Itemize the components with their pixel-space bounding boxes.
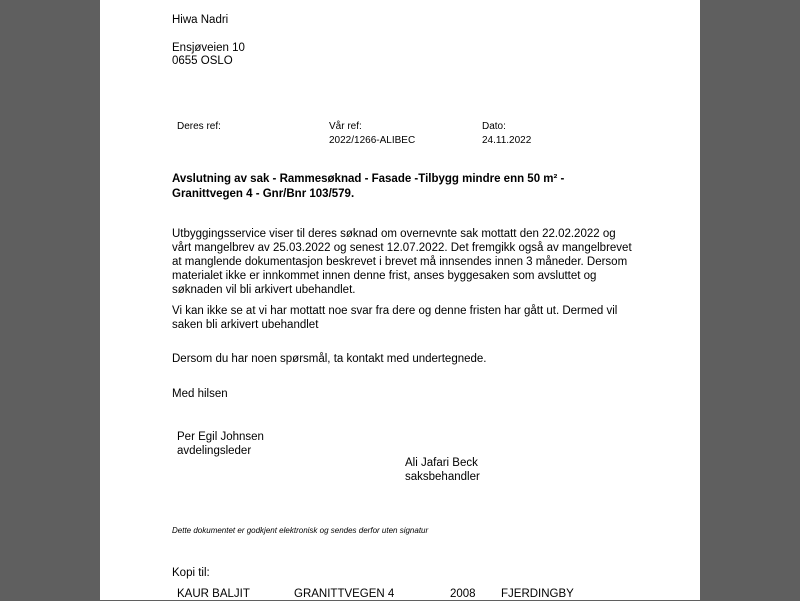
copy-address: GRANITTVEGEN 4 <box>294 588 395 600</box>
subject-title: Avslutning av sak - Rammesøknad - Fasade -Tilbygg mindre enn 50 m² - Granittvegen 4 - Gnr/Bnr 103/579. <box>172 173 565 200</box>
copy-name: KAUR BALJIT <box>177 588 250 600</box>
electronic-approval-note: Dette dokumentet er godkjent elektronisk og sendes derfor uten signatur <box>172 526 429 535</box>
signature-1-title: avdelingsleder <box>177 445 252 457</box>
var-ref-label: Vår ref: <box>329 121 362 132</box>
copy-city: FJERDINGBY <box>501 588 574 600</box>
var-ref-value: 2022/1266-ALIBEC <box>329 135 416 146</box>
copy-postal-code: 2008 <box>450 588 476 600</box>
recipient-street: Ensjøveien 10 <box>172 42 245 54</box>
recipient-name: Hiwa Nadri <box>172 14 229 26</box>
body-paragraph-3: Dersom du har noen spørsmål, ta kontakt med undertegnede. <box>172 353 487 365</box>
signature-1-name: Per Egil Johnsen <box>177 431 264 443</box>
dato-value: 24.11.2022 <box>482 135 532 146</box>
deres-ref-label: Deres ref: <box>177 121 221 132</box>
closing-greeting: Med hilsen <box>172 388 228 400</box>
recipient-postal: 0655 OSLO <box>172 55 233 67</box>
dato-label: Dato: <box>482 121 506 132</box>
body-paragraph-1: Utbyggingsservice viser til deres søknad om overnevnte sak mottatt den 22.02.2022 og vårt mangelbrev av 25.03.2022 og senest 12.07.2022. Det fremgikk også av mangelbrevet at manglende dokumentasjon beskrevet i brevet må innsendes innen 3 måneder. Dersom materialet ikke er innkommet innen denne frist, anses byggesaken som avsluttet og søknaden vil bli arkivert ubehandlet. <box>172 228 632 296</box>
signature-2-name: Ali Jafari Beck <box>405 457 478 469</box>
signature-2-title: saksbehandler <box>405 471 480 483</box>
copy-to-label: Kopi til: <box>172 567 210 579</box>
body-paragraph-2: Vi kan ikke se at vi har mottatt noe svar fra dere og denne fristen har gått ut. Dermed vil saken bli arkivert ubehandlet <box>172 305 618 331</box>
letter-page <box>100 0 700 600</box>
